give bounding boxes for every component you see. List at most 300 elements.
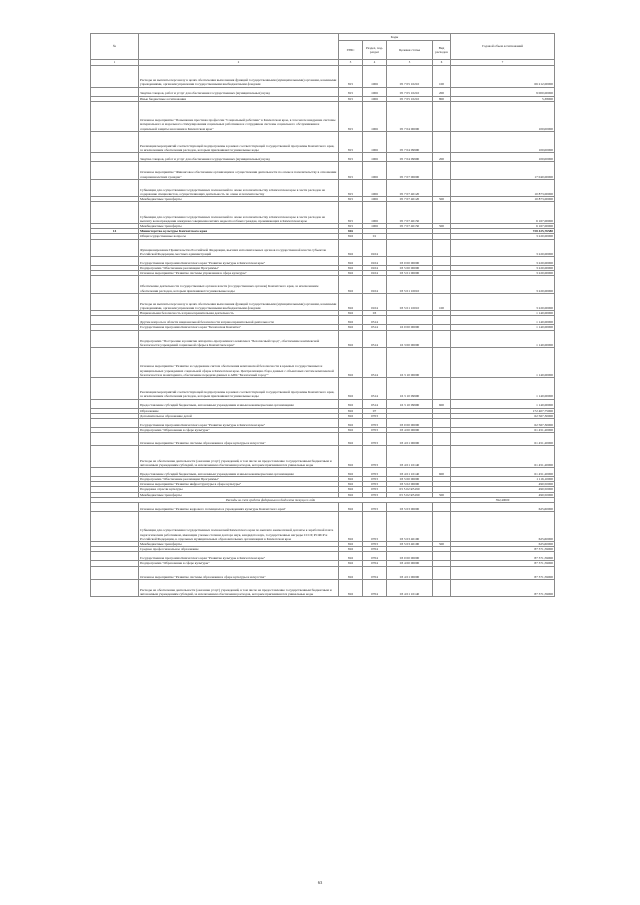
note-text: Расходы за счет средств федерального бюджета текущего года: [91, 497, 451, 502]
col-number: 4: [363, 60, 387, 66]
row-section: 0104: [363, 239, 387, 256]
table-row: [91, 162, 555, 179]
table-row: [91, 316, 555, 325]
row-name: Обеспечение деятельности государственных органов власти (государственных органов) Камчатского края, за исключением обеспечения расходов, которым присваиваются уникальные коды: [139, 276, 339, 293]
row-target: 03 5 02 R5190: [387, 492, 433, 497]
row-name: Предоставление субсидий бюджетным, автономным учреждениям и иным некоммерческим организациям: [139, 399, 339, 408]
row-exptype: [433, 330, 451, 347]
row-grbs: 815: [339, 223, 363, 228]
row-section: 0703: [363, 413, 387, 418]
row-num: [91, 87, 139, 96]
header-codes: Коды: [339, 34, 451, 41]
table-row: [91, 131, 555, 153]
row-name: Подпрограмма "Обеспечение реализации Программы": [139, 265, 339, 270]
row-num: [91, 566, 139, 579]
row-num: 14: [91, 229, 139, 234]
row-section: 0703: [363, 446, 387, 468]
row-grbs: 816: [339, 276, 363, 293]
row-num: [91, 579, 139, 596]
row-target: [387, 316, 433, 325]
row-name: Подпрограмма "Обеспечение реализации Программы": [139, 476, 339, 481]
row-sum: 3 220,00000: [451, 256, 555, 265]
table-row: [91, 579, 555, 596]
row-name: Межбюджетные трансферты: [139, 223, 339, 228]
row-target: 05 7 07 40150: [387, 202, 433, 224]
row-sum: 1 140,00000: [451, 325, 555, 330]
row-target: 16 3 10 00000: [387, 347, 433, 377]
row-sum: 5,38000: [451, 96, 555, 101]
row-grbs: 816: [339, 413, 363, 418]
row-target: 16 3 10 09990: [387, 377, 433, 399]
row-sum: 6 167,00000: [451, 202, 555, 224]
row-grbs: 816: [339, 325, 363, 330]
row-sum: 61 451,20000: [451, 433, 555, 446]
row-sum: 3 220,00000: [451, 271, 555, 276]
col-number: 2: [139, 60, 339, 66]
row-name: Предоставление субсидий бюджетным, автономным учреждениям и иным некоммерческим организациям: [139, 467, 339, 476]
row-name: Закупка товаров, работ и услуг для обеспечения государственных (муниципальных) нужд: [139, 87, 339, 96]
row-name: Государственная программа Камчатского края "Безопасная Камчатка": [139, 325, 339, 330]
row-target: 03 5 00 00000: [387, 476, 433, 481]
row-name: Основное мероприятие "Развитие и содержание систем обеспечения комплексной безопасности в краевых государственных и муниципальных учреждениях социальной сферы в Камчатском крае. Централизация сбора данных с объектовых систем комплексной безопасности и мониторинга, обеспечение передачи данных в АПК "Безопасный город"": [139, 347, 339, 377]
table-row: [91, 256, 555, 265]
note-sum: 392,40000: [451, 497, 555, 502]
table-row: [91, 511, 555, 541]
row-target: 03 5 03 00000: [387, 502, 433, 511]
header-exptype: Вид расходов: [433, 41, 451, 60]
row-grbs: 816: [339, 239, 363, 256]
row-name: Подпрограмма "Образование в сфере культуры": [139, 427, 339, 432]
row-sum: 61 451,20000: [451, 427, 555, 432]
row-name: Основное мероприятие "Развитие системы образования в сфере культуры и искусства": [139, 433, 339, 446]
table-row: [91, 399, 555, 408]
row-section: 1006: [363, 101, 387, 131]
row-grbs: 816: [339, 511, 363, 541]
row-target: 03 4 01 10140: [387, 446, 433, 468]
row-grbs: 816: [339, 293, 363, 310]
col-number: 1: [91, 60, 139, 66]
row-name: Субвенции для осуществления государственных полномочий по опеке и попечительству в Камчатском крае в части расходов на содержание специалистов, осуществляющих деятельность по опеке и попечительству: [139, 179, 339, 196]
row-sum: 625,60000: [451, 541, 555, 546]
row-grbs: 816: [339, 566, 363, 579]
table-row: [91, 347, 555, 377]
table-row: [91, 566, 555, 579]
row-exptype: [433, 446, 451, 468]
row-grbs: 816: [339, 482, 363, 487]
row-section: 0703: [363, 541, 387, 546]
row-sum: 100,00000: [451, 153, 555, 162]
row-name: Основное мероприятие "Повышение престижа профессии "Социальный работник" в Камчатском крае, в том числе внедрение системы материального и морального стимулирования социальных работников и сотрудников системы социального обслуживания и социальной защиты населения в Камчатском крае": [139, 101, 339, 131]
row-name: Расходы на обеспечение деятельности (оказание услуг) учреждений, в том числе на предоставление государственным бюджетным и автономным учреждениям субсидий, за исключением обеспечения расходов, которым присваиваются уникальные коды: [139, 579, 339, 596]
row-target: 05 7 05 10210: [387, 87, 433, 96]
row-name: Основное мероприятие "Развитие системы образования в сфере культуры и искусства": [139, 566, 339, 579]
row-target: 03 4 00 00000: [387, 561, 433, 566]
row-section: 03: [363, 311, 387, 316]
row-name: Государственная программа Камчатского края "Развитие культуры в Камчатском крае": [139, 256, 339, 265]
row-target: 03 5 00 00000: [387, 265, 433, 270]
row-section: 0703: [363, 487, 387, 492]
row-num: [91, 347, 139, 377]
row-section: 0104: [363, 271, 387, 276]
row-sum: 1 116,10000: [451, 476, 555, 481]
row-num: [91, 418, 139, 427]
row-name: Основное мероприятие "Развитие системы управления в сфере культуры": [139, 271, 339, 276]
row-name: Основное мероприятие "Развитие кадрового потенциала в учреждениях культуры Камчатского края": [139, 502, 339, 511]
row-exptype: [433, 316, 451, 325]
row-grbs: 816: [339, 347, 363, 377]
row-sum: 490,50000: [451, 487, 555, 492]
row-name: Общегосударственные вопросы: [139, 234, 339, 239]
row-grbs: 815: [339, 202, 363, 224]
row-section: 0704: [363, 552, 387, 561]
row-sum: 100,00000: [451, 101, 555, 131]
row-section: 0703: [363, 502, 387, 511]
row-target: 03 4 01 00000: [387, 433, 433, 446]
row-exptype: 100: [433, 293, 451, 310]
table-row: [91, 502, 555, 511]
row-target: 16 3 00 00000: [387, 330, 433, 347]
row-sum: 87 371,59000: [451, 579, 555, 596]
row-sum: 1 140,00000: [451, 316, 555, 325]
row-num: [91, 316, 139, 325]
row-section: 0703: [363, 467, 387, 476]
row-name: Среднее профессиональное образование: [139, 547, 339, 552]
row-target: 05 7 05 10210: [387, 66, 433, 88]
row-name: Реализация мероприятий соответствующей подпрограммы в рамках соответствующей государственной программы Камчатского края, за исключением обеспечения расходов, которым присваиваются уникальные коды: [139, 377, 339, 399]
budget-table: [90, 33, 555, 597]
row-name: Расходы на выплаты персоналу в целях обеспечения выполнения функций государственными (муниципальными) органами, казенными учреждениями, органами управления государственными внебюджетными фондами: [139, 293, 339, 310]
row-sum: 172 407,75000: [451, 408, 555, 413]
row-section: 0104: [363, 276, 387, 293]
row-grbs: 816: [339, 256, 363, 265]
row-exptype: 500: [433, 492, 451, 497]
row-grbs: 816: [339, 561, 363, 566]
row-grbs: 816: [339, 433, 363, 446]
row-exptype: [433, 511, 451, 541]
row-grbs: 815: [339, 153, 363, 162]
table-row: [91, 418, 555, 427]
row-num: [91, 256, 139, 265]
header-grbs: ГРБС: [339, 41, 363, 60]
row-grbs: 815: [339, 96, 363, 101]
row-grbs: 816: [339, 541, 363, 546]
row-grbs: 816: [339, 579, 363, 596]
row-name: Основное мероприятие "Финансовое обеспечение организации и осуществления деятельности по опеке и попечительству в отношении совершеннолетних граждан": [139, 162, 339, 179]
row-name: Иные бюджетные ассигнования: [139, 96, 339, 101]
row-num: [91, 162, 139, 179]
row-section: 1006: [363, 202, 387, 224]
row-section: 1006: [363, 96, 387, 101]
col-number: 3: [339, 60, 363, 66]
row-grbs: 815: [339, 87, 363, 96]
row-exptype: [433, 418, 451, 427]
table-row: [91, 153, 555, 162]
row-sum: 625,60000: [451, 502, 555, 511]
row-section: 0703: [363, 511, 387, 541]
row-section: 0704: [363, 566, 387, 579]
row-exptype: 600: [433, 467, 451, 476]
row-target: 05 7 04 00000: [387, 101, 433, 131]
row-section: 0703: [363, 427, 387, 432]
row-exptype: [433, 239, 451, 256]
row-grbs: 816: [339, 492, 363, 497]
row-num: [91, 446, 139, 468]
row-sum: 1 140,00000: [451, 399, 555, 408]
row-name: Расходы на обеспечение деятельности (оказание услуг) учреждений, в том числе на предоставление государственным бюджетным и автономным учреждениям субсидий, за исключением обеспечения расходов, которым присваиваются уникальные коды: [139, 446, 339, 468]
row-grbs: 815: [339, 197, 363, 202]
table-row: [91, 330, 555, 347]
row-num: [91, 101, 139, 131]
row-name: Другие вопросы в области национальной безопасности и правоохранительной деятельности: [139, 316, 339, 325]
row-exptype: [433, 433, 451, 446]
row-grbs: 815: [339, 66, 363, 88]
row-grbs: 816: [339, 408, 363, 413]
row-sum: 1 140,00000: [451, 377, 555, 399]
row-sum: 490,50000: [451, 482, 555, 487]
row-target: 16 0 00 00000: [387, 325, 433, 330]
row-target: 05 7 07 40120: [387, 197, 433, 202]
row-exptype: [433, 566, 451, 579]
row-grbs: 816: [339, 552, 363, 561]
row-num: [91, 467, 139, 476]
row-exptype: [433, 377, 451, 399]
row-target: 05 7 07 40120: [387, 179, 433, 196]
row-num: [91, 276, 139, 293]
budget-document: [90, 33, 554, 597]
row-sum: 87 371,59000: [451, 547, 555, 552]
row-target: 03 4 00 00000: [387, 427, 433, 432]
row-name: Субвенции для осуществления государственных полномочий по опеке и попечительству в Камчатском крае в части расходов на выплату вознаграждения опекунам совершеннолетних недееспособных граждан, проживающих в Камчатском крае: [139, 202, 339, 224]
row-target: 16 3 10 09990: [387, 399, 433, 408]
row-name: Расходы на выплаты персоналу в целях обеспечения выполнения функций государственными (муниципальными) органами, казенными учреждениями, органами управления государственными внебюджетными фондами: [139, 66, 339, 88]
header-annual: Годовой объем ассигнований: [451, 34, 555, 60]
row-section: 0703: [363, 476, 387, 481]
row-name: Межбюджетные трансферты: [139, 541, 339, 546]
row-section: 0703: [363, 418, 387, 427]
row-sum: 3 220,00000: [451, 276, 555, 293]
row-grbs: 816: [339, 229, 363, 234]
row-section: 0703: [363, 482, 387, 487]
row-sum: 3 220,00000: [451, 239, 555, 256]
row-section: 0314: [363, 347, 387, 377]
row-exptype: [433, 101, 451, 131]
row-target: [387, 239, 433, 256]
row-exptype: [433, 276, 451, 293]
row-sum: 61 451,20000: [451, 467, 555, 476]
row-sum: 17 040,00000: [451, 162, 555, 179]
table-row: [91, 66, 555, 88]
row-section: 0314: [363, 316, 387, 325]
row-target: 03 0 00 00000: [387, 552, 433, 561]
row-exptype: [433, 131, 451, 153]
row-exptype: 800: [433, 96, 451, 101]
row-target: 03 5 03 40190: [387, 511, 433, 541]
row-section: 0703: [363, 433, 387, 446]
table-row: [91, 433, 555, 446]
row-grbs: 816: [339, 476, 363, 481]
row-section: 1006: [363, 131, 387, 153]
row-num: [91, 239, 139, 256]
row-name: Субвенции для осуществления государственных полномочий Камчатского края по выплате ежемесячной доплаты к заработной плате педагогическим работникам, имеющим ученые степени доктора наук, кандидата наук, государственные награды СССР, РСФСР и Российской Федерации, в отдельных муниципальных образовательных организациях в Камчатском крае: [139, 511, 339, 541]
row-section: 1006: [363, 66, 387, 88]
row-section: 0314: [363, 377, 387, 399]
row-name: Дополнительное образование детей: [139, 413, 339, 418]
row-name: Национальная безопасность и правоохранительная деятельность: [139, 311, 339, 316]
row-section: 0704: [363, 579, 387, 596]
row-num: [91, 153, 139, 162]
table-row: [91, 467, 555, 476]
row-section: 1006: [363, 197, 387, 202]
table-row: [91, 87, 555, 96]
row-sum: 625,60000: [451, 511, 555, 541]
row-sum: 62 567,30000: [451, 413, 555, 418]
row-grbs: 816: [339, 265, 363, 270]
row-name: Межбюджетные трансферты: [139, 197, 339, 202]
row-sum: 87 371,59000: [451, 561, 555, 566]
row-num: [91, 433, 139, 446]
row-section: 0104: [363, 293, 387, 310]
col-number: 6: [433, 60, 451, 66]
row-section: 1006: [363, 162, 387, 179]
col-number: 5: [387, 60, 433, 66]
row-num: [91, 131, 139, 153]
row-exptype: [433, 162, 451, 179]
row-sum: 100,00000: [451, 131, 555, 153]
row-sum: 6 167,00000: [451, 223, 555, 228]
row-section: 1006: [363, 179, 387, 196]
row-sum: 87 371,59000: [451, 566, 555, 579]
row-sum: 1 140,00000: [451, 311, 555, 316]
row-grbs: 816: [339, 399, 363, 408]
row-num: [91, 377, 139, 399]
row-name: Функционирование Правительства Российской Федерации, высших исполнительных органов государственной власти субъектов Российской Федерации, местных администраций: [139, 239, 339, 256]
row-num: [91, 202, 139, 224]
row-grbs: 816: [339, 547, 363, 552]
row-sum: 3 220,00000: [451, 234, 555, 239]
row-exptype: [433, 179, 451, 196]
row-exptype: [433, 202, 451, 224]
row-exptype: 200: [433, 87, 451, 96]
table-row: [91, 202, 555, 224]
row-name: Государственная программа Камчатского края "Развитие культуры в Камчатском крае": [139, 418, 339, 427]
row-grbs: 816: [339, 467, 363, 476]
row-sum: 1 140,00000: [451, 347, 555, 377]
row-grbs: 816: [339, 502, 363, 511]
row-grbs: 815: [339, 179, 363, 196]
row-num: [91, 511, 139, 541]
header-target: Целевая статья: [387, 41, 433, 60]
row-name: Основное мероприятие "Развитие инфраструктуры в сфере культуры": [139, 482, 339, 487]
row-grbs: 816: [339, 487, 363, 492]
row-sum: 62 567,30000: [451, 418, 555, 427]
row-sum: 10 873,00000: [451, 179, 555, 196]
table-row: [91, 377, 555, 399]
row-name: Подпрограмма "Образование в сфере культуры": [139, 561, 339, 566]
row-num: [91, 293, 139, 310]
row-section: 0704: [363, 547, 387, 552]
row-exptype: 500: [433, 197, 451, 202]
row-target: 03 0 00 00000: [387, 256, 433, 265]
table-row: [91, 101, 555, 131]
row-target: 03 5 01 10010: [387, 293, 433, 310]
row-name: Министерство культуры Камчатского края: [139, 229, 339, 234]
row-num: [91, 179, 139, 196]
row-target: 03 0 00 00000: [387, 418, 433, 427]
row-grbs: 816: [339, 311, 363, 316]
row-grbs: 816: [339, 316, 363, 325]
table-body: [91, 66, 555, 597]
row-section: 1006: [363, 87, 387, 96]
row-sum: 10 873,00000: [451, 197, 555, 202]
row-sum: 728 425,76580: [451, 229, 555, 234]
table-row: [91, 276, 555, 293]
row-sum: 66 212,00000: [451, 66, 555, 88]
row-target: 03 5 02 00000: [387, 482, 433, 487]
row-grbs: 815: [339, 162, 363, 179]
row-name: Межбюджетные трансферты: [139, 492, 339, 497]
row-section: 0104: [363, 256, 387, 265]
row-grbs: 816: [339, 418, 363, 427]
row-sum: 3 220,00000: [451, 265, 555, 270]
row-target: 03 4 01 10140: [387, 467, 433, 476]
table-row: [91, 552, 555, 561]
row-exptype: [433, 552, 451, 561]
row-exptype: [433, 502, 451, 511]
row-exptype: 200: [433, 153, 451, 162]
row-sum: 9 000,00000: [451, 87, 555, 96]
row-exptype: [433, 347, 451, 377]
row-target: 05 7 07 00000: [387, 162, 433, 179]
row-grbs: 816: [339, 427, 363, 432]
row-num: [91, 502, 139, 511]
table-row: [91, 446, 555, 468]
row-section: 0703: [363, 492, 387, 497]
row-grbs: 816: [339, 377, 363, 399]
table-row: [91, 239, 555, 256]
row-sum: 87 371,59000: [451, 552, 555, 561]
table-row: [91, 179, 555, 196]
row-grbs: 815: [339, 131, 363, 153]
row-name: Закупка товаров, работ и услуг для обеспечения государственных (муниципальных) нужд: [139, 153, 339, 162]
row-target: 03 5 01 10010: [387, 276, 433, 293]
row-exptype: 500: [433, 223, 451, 228]
row-sum: 1 140,00000: [451, 330, 555, 347]
row-section: 01: [363, 234, 387, 239]
row-grbs: 815: [339, 101, 363, 131]
row-target: 03 5 02 R5190: [387, 487, 433, 492]
row-section: 07: [363, 408, 387, 413]
row-section: 0314: [363, 325, 387, 330]
row-sum: 490,50000: [451, 492, 555, 497]
row-name: Образование: [139, 408, 339, 413]
row-name: Поддержка отрасли культуры: [139, 487, 339, 492]
table-row: [91, 293, 555, 310]
row-section: 1006: [363, 223, 387, 228]
row-exptype: 600: [433, 399, 451, 408]
header-name: [139, 34, 339, 60]
row-exptype: [433, 579, 451, 596]
row-section: 0704: [363, 561, 387, 566]
col-number: 7: [451, 60, 555, 66]
row-section: 0104: [363, 265, 387, 270]
row-num: [91, 552, 139, 561]
row-section: 0314: [363, 330, 387, 347]
row-grbs: 816: [339, 330, 363, 347]
row-num: [91, 66, 139, 88]
row-exptype: 500: [433, 541, 451, 546]
row-name: Государственная программа Камчатского края "Развитие культуры в Камчатском крае": [139, 552, 339, 561]
row-target: 05 7 05 10210: [387, 96, 433, 101]
